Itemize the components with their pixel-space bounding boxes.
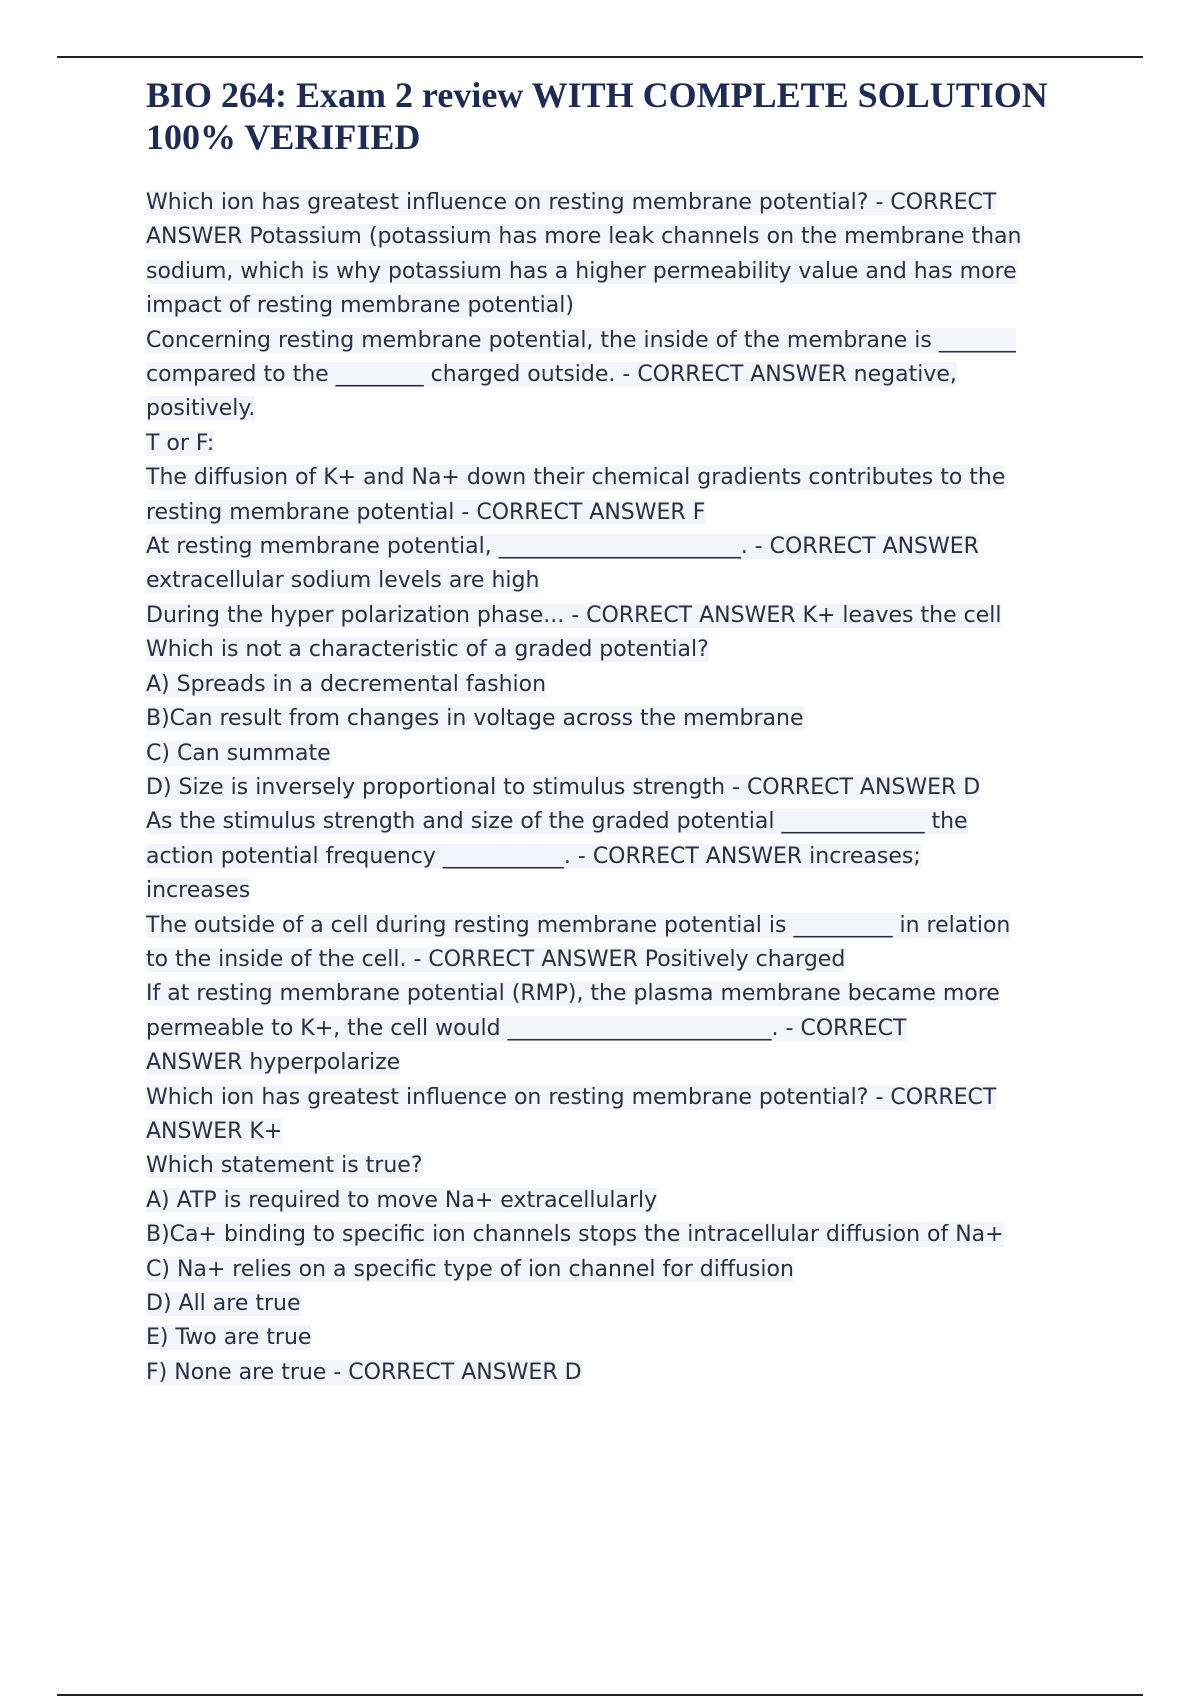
text-line: T or F: [146,430,215,456]
text-line: sodium, which is why potassium has a higher permeability value and has more [146,258,1017,284]
text-line: A) Spreads in a decremental fashion [146,671,547,697]
text-line: At resting membrane potential, ______________________. - CORRECT ANSWER [146,534,979,560]
text-line: extracellular sodium levels are high [146,568,540,594]
text-line: to the inside of the cell. - CORRECT ANSWER Positively charged [146,946,846,972]
page-title [146,74,1106,158]
text-line: resting membrane potential - CORRECT ANSWER F [146,499,706,525]
title-line-2: 100% VERIFIED [146,117,421,157]
text-line: permeable to K+, the cell would ________________________. - CORRECT [146,1015,907,1041]
text-line: C) Na+ relies on a specific type of ion channel for diffusion [146,1256,794,1282]
bottom-rule [57,1694,1143,1696]
text-line: C) Can summate [146,740,331,766]
text-line: increases [146,878,251,904]
text-line: As the stimulus strength and size of the graded potential _____________ the [146,809,968,835]
text-line: If at resting membrane potential (RMP), the plasma membrane became more [146,981,1000,1007]
text-line: ANSWER Potassium (potassium has more leak channels on the membrane than [146,224,1022,250]
text-line: E) Two are true [146,1325,312,1351]
text-line: D) All are true [146,1291,301,1316]
text-line: action potential frequency ___________. - CORRECT ANSWER increases; [146,843,921,869]
text-line: Which ion has greatest influence on resting membrane potential? - CORRECT [146,1084,997,1110]
text-line: Which statement is true? [146,1153,423,1179]
text-line: During the hyper polarization phase... - CORRECT ANSWER K+ leaves the cell [146,602,1002,628]
text-line: Which ion has greatest influence on resting membrane potential? - CORRECT [146,190,997,215]
text-line: The diffusion of K+ and Na+ down their chemical gradients contributes to the [146,465,1006,491]
text-line: B)Can result from changes in voltage across the membrane [146,706,804,732]
text-line: ANSWER K+ [146,1118,283,1144]
text-line: Concerning resting membrane potential, the inside of the membrane is _______ [146,327,1016,353]
text-line: The outside of a cell during resting membrane potential is _________ in relation [146,912,1011,938]
top-rule [57,56,1143,58]
title-line-1: BIO 264: Exam 2 review WITH COMPLETE SOLUTION [146,75,1048,115]
text-line: impact of resting membrane potential) [146,293,574,319]
text-line: A) ATP is required to move Na+ extracellularly [146,1187,658,1213]
text-line: compared to the ________ charged outside. - CORRECT ANSWER negative, [146,362,957,388]
text-line: positively. [146,396,256,422]
text-line: F) None are true - CORRECT ANSWER D [146,1359,582,1385]
text-line: ANSWER hyperpolarize [146,1050,401,1076]
text-line: D) Size is inversely proportional to stimulus strength - CORRECT ANSWER D [146,774,981,800]
document-body [146,186,1081,1390]
text-line: Which is not a characteristic of a graded potential? [146,637,709,663]
text-line: B)Ca+ binding to specific ion channels stops the intracellular diffusion of Na+ [146,1222,1004,1248]
